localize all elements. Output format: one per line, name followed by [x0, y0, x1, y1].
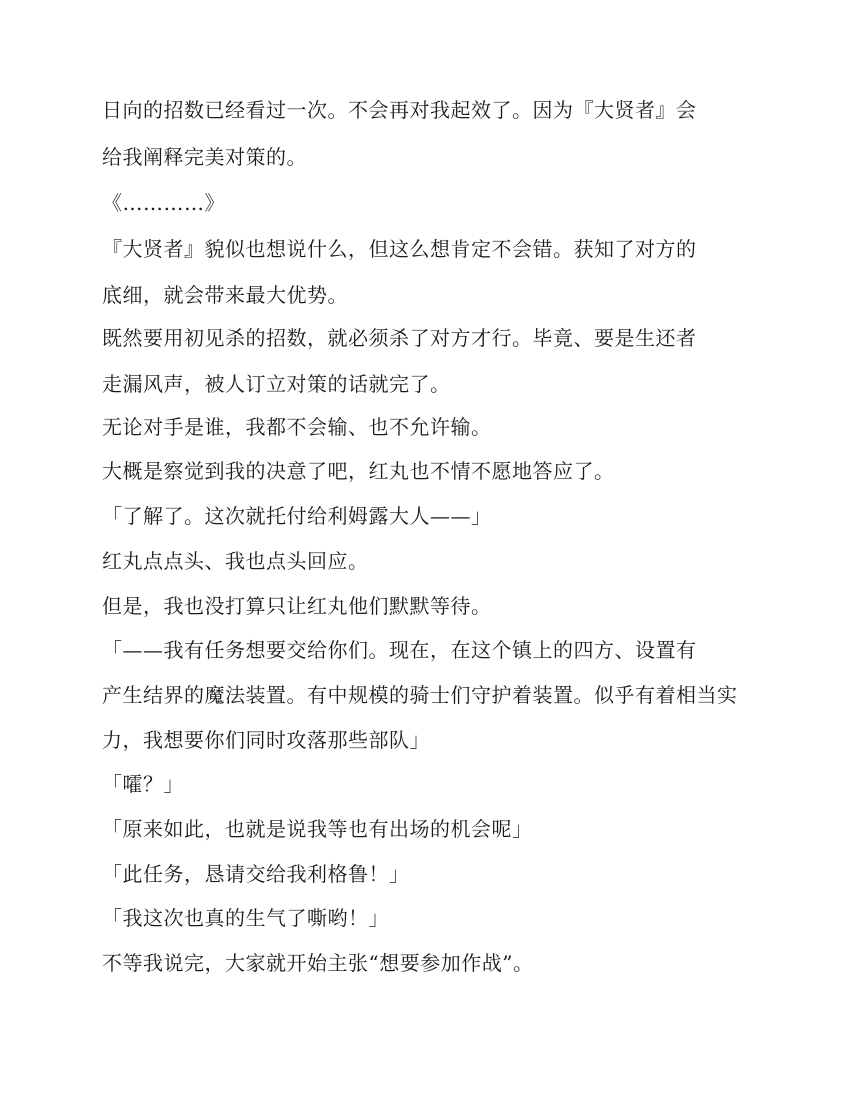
text-line-15: 力，我想要你们同时攻落那些部队」	[102, 728, 430, 752]
text-line-12: 但是，我也没打算只让红丸他们默默等待。	[102, 594, 492, 618]
text-line-1: 日向的招数已经看过一次。不会再对我起效了。因为『大贤者』会	[102, 98, 697, 122]
text-line-14: 产生结界的魔法装置。有中规模的骑士们守护着装置。似乎有着相当实	[102, 683, 738, 707]
text-line-9: 大概是察觉到我的决意了吧，红丸也不情不愿地答应了。	[102, 459, 615, 483]
text-line-4: 『大贤者』貌似也想说什么，但这么想肯定不会错。获知了对方的	[102, 237, 697, 261]
text-line-5: 底细，就会带来最大优势。	[102, 283, 348, 307]
text-line-3: 《…………》	[102, 191, 225, 215]
text-line-8: 无论对手是谁，我都不会输、也不允许输。	[102, 415, 492, 439]
text-line-11: 红丸点点头、我也点头回应。	[102, 549, 369, 573]
text-line-6: 既然要用初见杀的招数，就必须杀了对方才行。毕竟、要是生还者	[102, 326, 697, 350]
text-line-19: 「我这次也真的生气了嘶哟！」	[102, 906, 389, 930]
text-line-17: 「原来如此，也就是说我等也有出场的机会呢」	[102, 817, 533, 841]
text-line-18: 「此任务，恳请交给我利格鲁！」	[102, 862, 410, 886]
text-line-13: 「——我有任务想要交给你们。现在，在这个镇上的四方、设置有	[102, 638, 697, 662]
text-line-20: 不等我说完，大家就开始主张“想要参加作战”。	[102, 951, 534, 975]
text-line-7: 走漏风声，被人订立对策的话就完了。	[102, 372, 451, 396]
text-line-16: 「嚯？」	[102, 772, 184, 796]
text-line-10: 「了解了。这次就托付给利姆露大人——」	[102, 504, 492, 528]
text-line-2: 给我阐释完美对策的。	[102, 145, 307, 169]
